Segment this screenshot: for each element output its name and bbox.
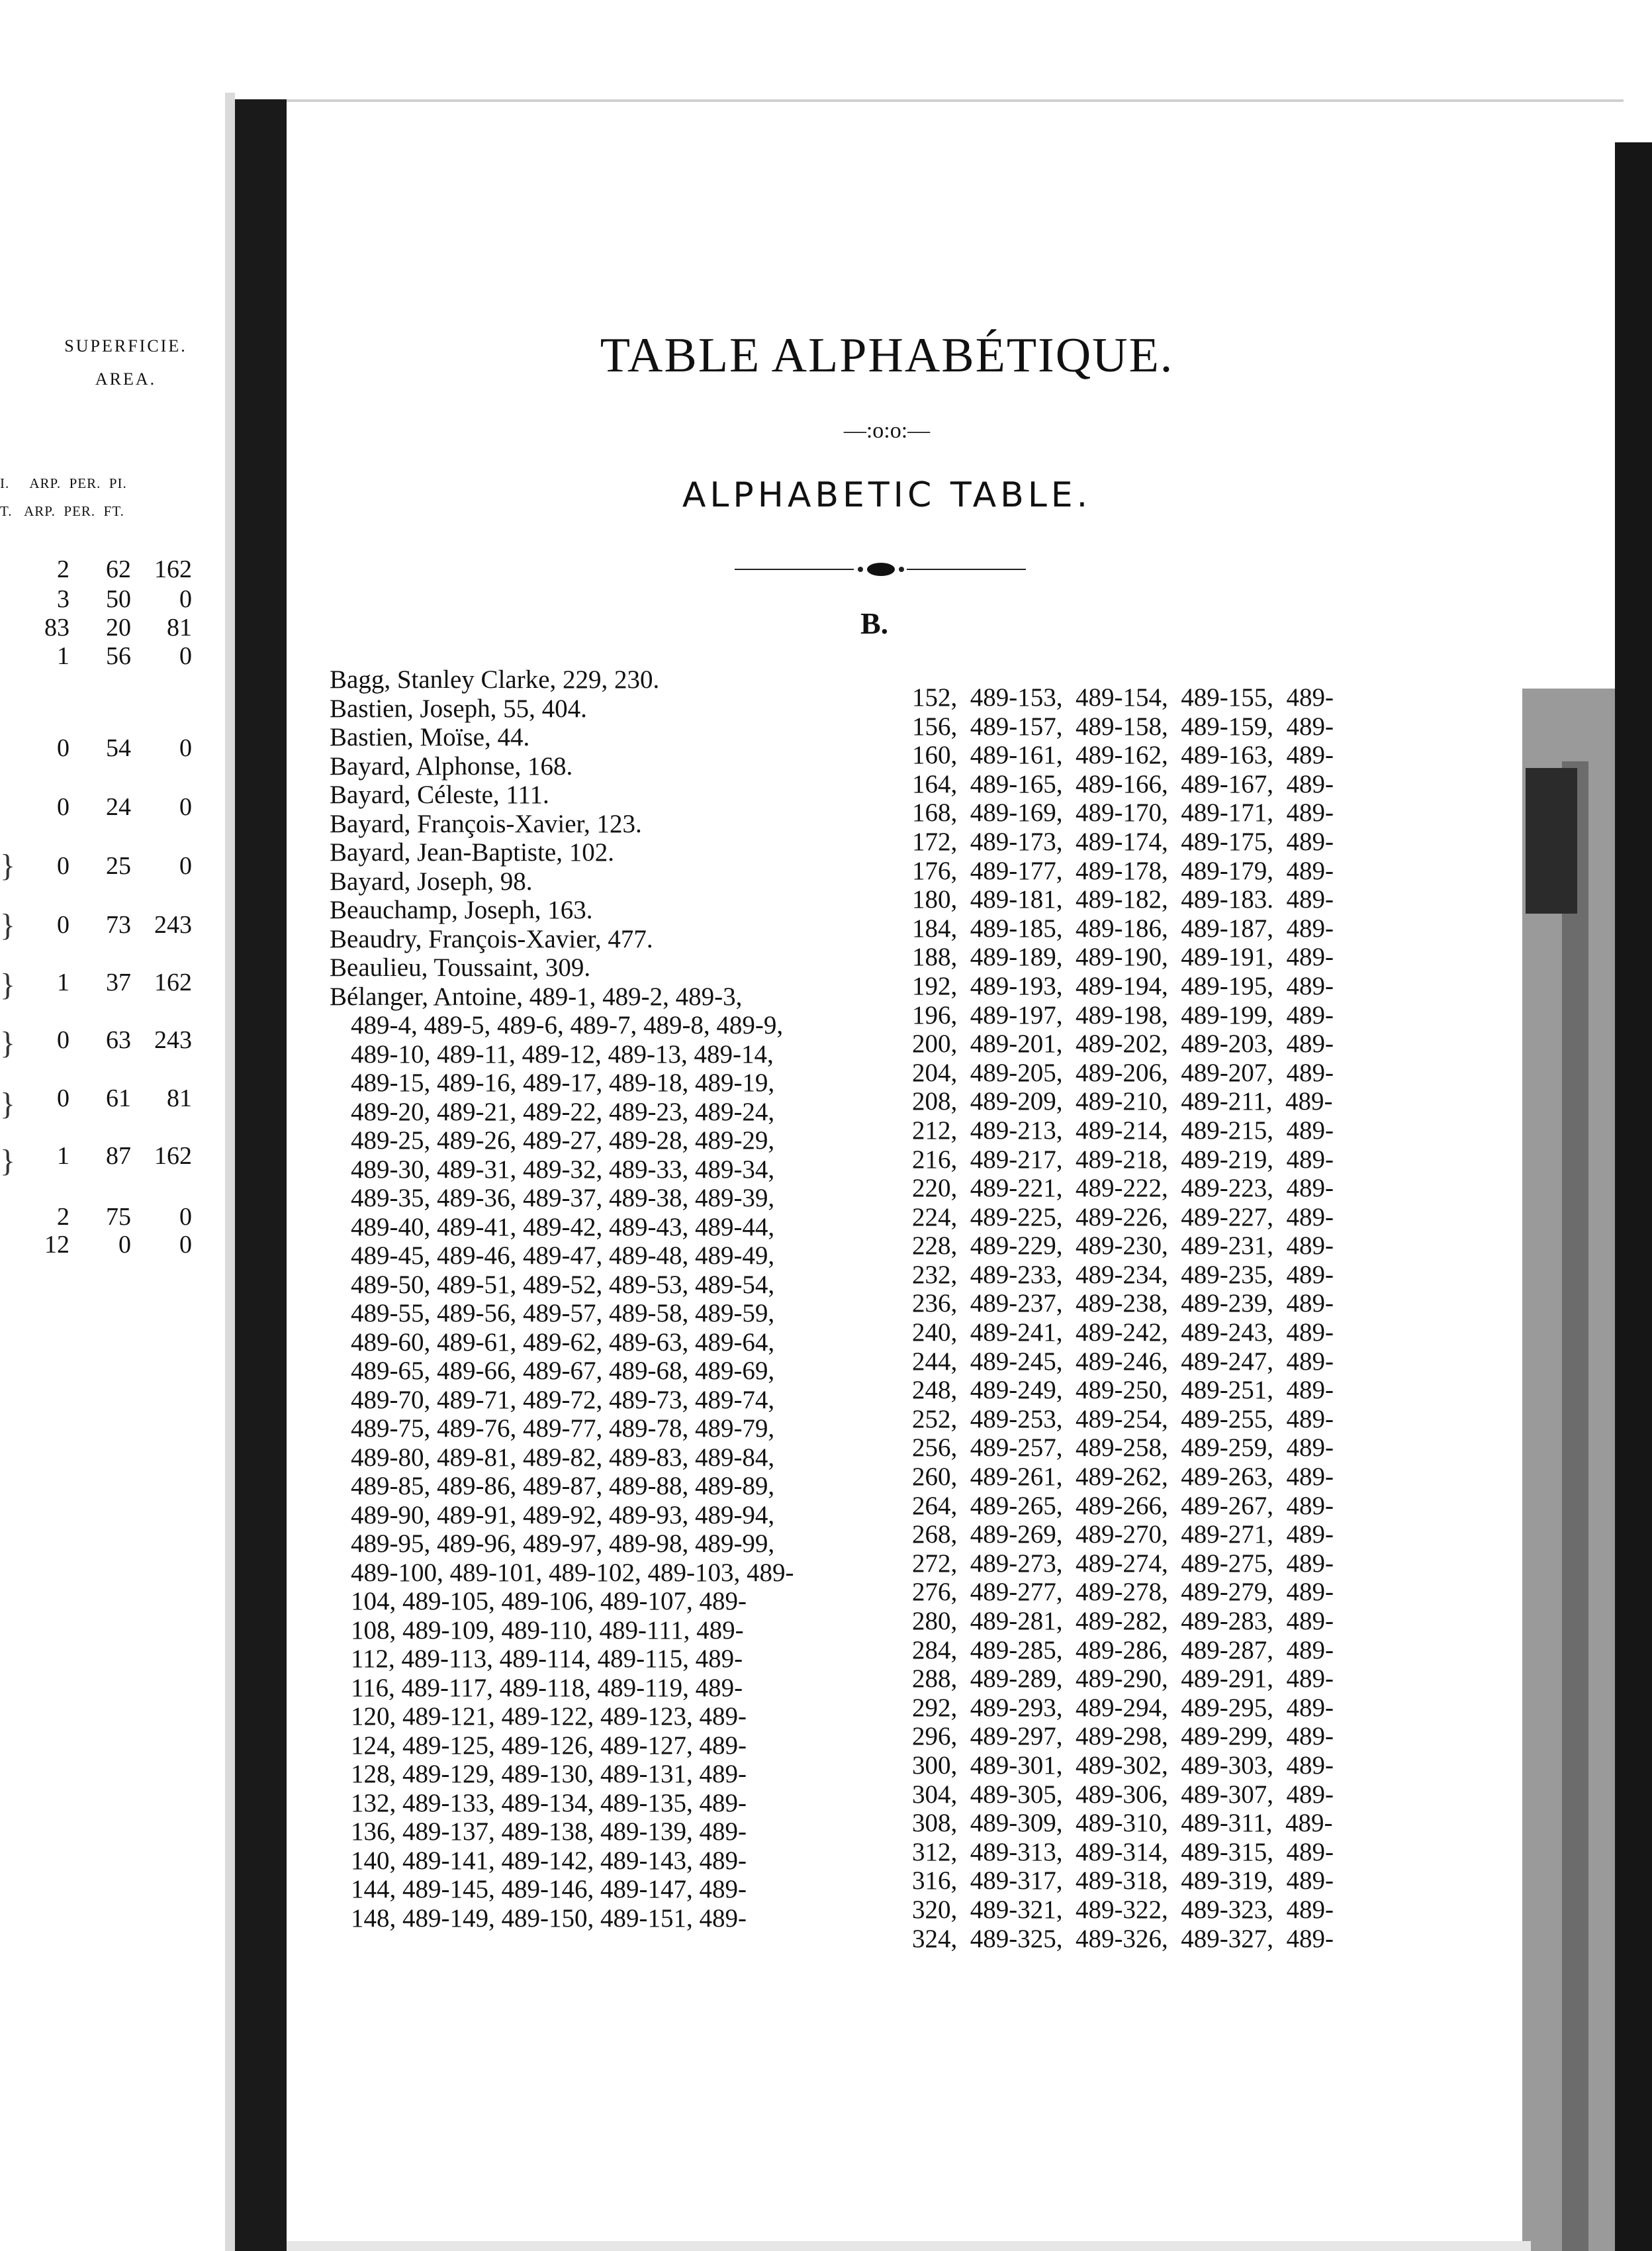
area-arp-cell: 3	[57, 585, 69, 613]
area-per-cell: 63	[106, 1026, 131, 1054]
area-per-cell: 61	[106, 1084, 131, 1112]
ornamental-rule	[735, 563, 1026, 576]
area-pi-cell: 162	[154, 969, 192, 996]
index-entry-line: 489-10, 489-11, 489-12, 489-13, 489-14,	[351, 1039, 774, 1069]
left-page-column-header-en: T. ARP. PER. FT.	[0, 503, 124, 519]
index-entry-line: 116, 489-117, 489-118, 489-119, 489-	[351, 1673, 743, 1702]
brace-mark: }	[0, 1026, 16, 1061]
index-entry-line: 148, 489-149, 489-150, 489-151, 489-	[351, 1903, 747, 1933]
area-per-cell: 54	[106, 734, 131, 762]
index-entry-line: 136, 489-137, 489-138, 489-139, 489-	[351, 1817, 747, 1846]
area-row	[13, 613, 192, 642]
area-per-cell: 0	[118, 1231, 131, 1259]
index-entry-line: 236, 489-237, 489-238, 489-239, 489-	[912, 1289, 1334, 1318]
area-row	[13, 1230, 192, 1259]
area-per-cell: 87	[106, 1142, 131, 1170]
area-per-cell: 56	[106, 642, 131, 670]
index-entry-line: 112, 489-113, 489-114, 489-115, 489-	[351, 1645, 743, 1673]
area-per-cell: 25	[106, 852, 131, 880]
brace-mark: }	[0, 848, 16, 883]
index-entry-line: 204, 489-205, 489-206, 489-207, 489-	[912, 1058, 1334, 1087]
index-entry-line: 256, 489-257, 489-258, 489-259, 489-	[912, 1433, 1334, 1462]
index-entry-line: 489-45, 489-46, 489-47, 489-48, 489-49,	[351, 1241, 775, 1270]
area-arp-cell: 83	[44, 614, 69, 642]
area-row	[13, 792, 192, 822]
index-entry-line: 272, 489-273, 489-274, 489-275, 489-	[912, 1549, 1334, 1578]
area-per-cell: 62	[106, 555, 131, 583]
area-arp-cell: 1	[57, 969, 69, 996]
area-pi-cell: 0	[179, 793, 192, 821]
index-entry-line: 489-40, 489-41, 489-42, 489-43, 489-44,	[351, 1212, 775, 1241]
area-arp-cell: 12	[44, 1231, 69, 1259]
index-entry-line: 180, 489-181, 489-182, 489-183. 489-	[912, 885, 1334, 914]
index-entry-line: 489-60, 489-61, 489-62, 489-63, 489-64,	[351, 1327, 775, 1357]
brace-mark: }	[0, 1086, 16, 1122]
area-arp-cell: 0	[57, 852, 69, 880]
index-entry-line: 188, 489-189, 489-190, 489-191, 489-	[912, 943, 1334, 972]
index-entry-line: Bayard, François-Xavier, 123.	[330, 809, 642, 838]
area-per-cell: 20	[106, 614, 131, 642]
index-entry-line: 104, 489-105, 489-106, 489-107, 489-	[351, 1587, 747, 1615]
area-arp-cell: 1	[57, 642, 69, 670]
index-entry-line: 280, 489-281, 489-282, 489-283, 489-	[912, 1607, 1334, 1635]
index-entry-line: 156, 489-157, 489-158, 489-159, 489-	[912, 712, 1334, 741]
index-entry-line: 152, 489-153, 489-154, 489-155, 489-	[912, 683, 1334, 712]
left-page-heading-fr: SUPERFICIE.	[64, 336, 187, 356]
brace-mark: }	[0, 1143, 16, 1178]
index-entry-line: 124, 489-125, 489-126, 489-127, 489-	[351, 1731, 747, 1760]
index-entry-line: 276, 489-277, 489-278, 489-279, 489-	[912, 1578, 1334, 1607]
area-arp-cell: 2	[57, 1203, 69, 1231]
index-entry-line: 489-30, 489-31, 489-32, 489-33, 489-34,	[351, 1155, 775, 1184]
index-entry-line: 288, 489-289, 489-290, 489-291, 489-	[912, 1664, 1334, 1694]
index-entry-line: 308, 489-309, 489-310, 489-311, 489-	[912, 1809, 1333, 1838]
index-entry-line: Bastien, Joseph, 55, 404.	[330, 694, 587, 723]
index-entry-line: 200, 489-201, 489-202, 489-203, 489-	[912, 1030, 1334, 1059]
index-entry-line: 172, 489-173, 489-174, 489-175, 489-	[912, 827, 1334, 856]
area-per-cell: 75	[106, 1203, 131, 1231]
area-pi-cell: 0	[179, 852, 192, 880]
index-entry-line: 268, 489-269, 489-270, 489-271, 489-	[912, 1520, 1334, 1549]
index-entry-line: 128, 489-129, 489-130, 489-131, 489-	[351, 1760, 747, 1788]
area-per-cell: 50	[106, 585, 131, 613]
index-entry-line: 240, 489-241, 489-242, 489-243, 489-	[912, 1318, 1334, 1347]
index-entry-line: 232, 489-233, 489-234, 489-235, 489-	[912, 1260, 1334, 1289]
brace-mark: }	[0, 908, 16, 943]
index-entry-line: 108, 489-109, 489-110, 489-111, 489-	[351, 1615, 744, 1645]
index-entry-line: Bayard, Céleste, 111.	[330, 781, 549, 809]
area-per-cell: 73	[106, 911, 131, 939]
index-entry-line: Bélanger, Antoine, 489-1, 489-2, 489-3,	[330, 982, 743, 1011]
area-per-cell: 24	[106, 793, 131, 821]
index-entry-line: 489-15, 489-16, 489-17, 489-18, 489-19,	[351, 1069, 775, 1097]
title-divider: —:o:o:—	[843, 418, 931, 443]
area-row	[13, 734, 192, 763]
area-pi-cell: 0	[179, 585, 192, 613]
left-page-edge	[225, 93, 235, 2251]
area-pi-cell: 243	[154, 911, 192, 939]
index-entry-line: 220, 489-221, 489-222, 489-223, 489-	[912, 1174, 1334, 1203]
index-entry-line: 489-25, 489-26, 489-27, 489-28, 489-29,	[351, 1126, 775, 1155]
area-pi-cell: 243	[154, 1026, 192, 1054]
index-entry-line: 120, 489-121, 489-122, 489-123, 489-	[351, 1702, 747, 1731]
index-entry-line: 489-20, 489-21, 489-22, 489-23, 489-24,	[351, 1097, 775, 1126]
brace-mark: }	[0, 967, 16, 1002]
section-letter: B.	[860, 606, 889, 640]
index-entry-line: 248, 489-249, 489-250, 489-251, 489-	[912, 1376, 1334, 1405]
index-entry-line: 489-70, 489-71, 489-72, 489-73, 489-74,	[351, 1385, 775, 1414]
area-pi-cell: 162	[154, 1142, 192, 1170]
index-entry-line: 489-55, 489-56, 489-57, 489-58, 489-59,	[351, 1299, 775, 1327]
index-entry-line: 192, 489-193, 489-194, 489-195, 489-	[912, 971, 1334, 1000]
page-bottom-edge	[287, 2241, 1531, 2251]
index-entry-line: 324, 489-325, 489-326, 489-327, 489-	[912, 1924, 1334, 1953]
left-page-fragment	[0, 93, 235, 2251]
area-arp-cell: 0	[57, 1026, 69, 1054]
index-entry-line: Beauchamp, Joseph, 163.	[330, 896, 593, 924]
area-arp-cell: 0	[57, 734, 69, 762]
index-entry-line: 300, 489-301, 489-302, 489-303, 489-	[912, 1750, 1334, 1780]
area-arp-cell: 1	[57, 1142, 69, 1170]
index-entry-line: Bayard, Joseph, 98.	[330, 867, 533, 896]
area-per-cell: 37	[106, 969, 131, 996]
index-entry-line: 252, 489-253, 489-254, 489-255, 489-	[912, 1404, 1334, 1433]
spine-label	[1526, 768, 1577, 914]
index-entry-line: 212, 489-213, 489-214, 489-215, 489-	[912, 1116, 1334, 1145]
index-entry-line: 489-95, 489-96, 489-97, 489-98, 489-99,	[351, 1529, 775, 1558]
page-stack-shadow	[1562, 761, 1588, 2251]
index-entry-line: 160, 489-161, 489-162, 489-163, 489-	[912, 741, 1334, 770]
area-row	[13, 851, 192, 881]
index-entry-line: Beaulieu, Toussaint, 309.	[330, 953, 591, 982]
index-entry-line: 489-80, 489-81, 489-82, 489-83, 489-84,	[351, 1443, 775, 1472]
left-page-heading-en: AREA.	[95, 369, 157, 389]
index-entry-line: Bayard, Alphonse, 168.	[330, 751, 573, 781]
left-page-column-header-fr: I. ARP. PER. PI.	[0, 475, 127, 491]
index-entry-line: Beaudry, François-Xavier, 477.	[330, 924, 653, 953]
index-entry-line: 489-35, 489-36, 489-37, 489-38, 489-39,	[351, 1184, 775, 1212]
index-entry-line: 184, 489-185, 489-186, 489-187, 489-	[912, 914, 1334, 943]
area-arp-cell: 0	[57, 1084, 69, 1112]
index-entry-line: 489-85, 489-86, 489-87, 489-88, 489-89,	[351, 1472, 775, 1500]
index-entry-line: 176, 489-177, 489-178, 489-179, 489-	[912, 856, 1334, 885]
index-entry-line: 489-90, 489-91, 489-92, 489-93, 489-94,	[351, 1500, 775, 1529]
index-entry-line: 228, 489-229, 489-230, 489-231, 489-	[912, 1231, 1334, 1261]
area-pi-cell: 0	[179, 734, 192, 762]
index-entry-line: 196, 489-197, 489-198, 489-199, 489-	[912, 1000, 1334, 1030]
area-row	[13, 1141, 192, 1171]
index-entry-line: 208, 489-209, 489-210, 489-211, 489-	[912, 1087, 1333, 1116]
index-entry-line: 260, 489-261, 489-262, 489-263, 489-	[912, 1462, 1334, 1492]
index-entry-line: 489-100, 489-101, 489-102, 489-103, 489-	[351, 1558, 794, 1587]
index-entry-line: Bayard, Jean-Baptiste, 102.	[330, 838, 614, 867]
area-pi-cell: 0	[179, 1203, 192, 1231]
book-gutter	[235, 99, 287, 2251]
area-pi-cell: 0	[179, 1231, 192, 1259]
area-row	[13, 642, 192, 671]
index-entry-line: 296, 489-297, 489-298, 489-299, 489-	[912, 1722, 1334, 1751]
area-pi-cell: 0	[179, 642, 192, 670]
index-entry-line: 489-75, 489-76, 489-77, 489-78, 489-79,	[351, 1414, 775, 1443]
index-entry-line: 312, 489-313, 489-314, 489-315, 489-	[912, 1837, 1334, 1866]
area-row	[13, 968, 192, 997]
area-row	[13, 1084, 192, 1113]
area-arp-cell: 2	[57, 555, 69, 583]
index-column-right	[912, 683, 1442, 1953]
area-pi-cell: 162	[154, 555, 192, 583]
area-arp-cell: 0	[57, 793, 69, 821]
area-pi-cell: 81	[167, 1084, 192, 1112]
index-entry-line: 292, 489-293, 489-294, 489-295, 489-	[912, 1693, 1334, 1722]
area-row	[13, 585, 192, 614]
index-entry-line: 244, 489-245, 489-246, 489-247, 489-	[912, 1347, 1334, 1376]
page-title: TABLE ALPHABÉTIQUE.	[600, 328, 1174, 383]
area-row	[13, 1026, 192, 1055]
index-entry-line: 144, 489-145, 489-146, 489-147, 489-	[351, 1875, 747, 1903]
index-entry-line: 168, 489-169, 489-170, 489-171, 489-	[912, 798, 1334, 828]
area-pi-cell: 81	[167, 614, 192, 642]
area-row	[13, 1202, 192, 1231]
page-top-edge	[287, 99, 1624, 102]
index-entry-line: 216, 489-217, 489-218, 489-219, 489-	[912, 1145, 1334, 1174]
index-entry-line: 164, 489-165, 489-166, 489-167, 489-	[912, 769, 1334, 798]
index-entry-line: 224, 489-225, 489-226, 489-227, 489-	[912, 1202, 1334, 1231]
index-column-left	[330, 665, 859, 1933]
index-entry-line: 140, 489-141, 489-142, 489-143, 489-	[351, 1846, 747, 1875]
index-entry-line: 316, 489-317, 489-318, 489-319, 489-	[912, 1866, 1334, 1895]
index-entry-line: 489-4, 489-5, 489-6, 489-7, 489-8, 489-9,	[351, 1011, 784, 1039]
index-entry-line: 132, 489-133, 489-134, 489-135, 489-	[351, 1788, 747, 1817]
area-row	[13, 555, 192, 584]
index-entry-line: 320, 489-321, 489-322, 489-323, 489-	[912, 1895, 1334, 1924]
index-entry-line: 304, 489-305, 489-306, 489-307, 489-	[912, 1780, 1334, 1809]
index-entry-line: Bagg, Stanley Clarke, 229, 230.	[330, 665, 660, 694]
index-entry-line: 264, 489-265, 489-266, 489-267, 489-	[912, 1491, 1334, 1520]
index-entry-line: 489-50, 489-51, 489-52, 489-53, 489-54,	[351, 1270, 775, 1299]
page-subtitle: ALPHABETIC TABLE.	[682, 475, 1092, 515]
book-cover-edge	[1615, 142, 1652, 2251]
area-row	[13, 910, 192, 939]
area-arp-cell: 0	[57, 911, 69, 939]
index-entry-line: 284, 489-285, 489-286, 489-287, 489-	[912, 1635, 1334, 1664]
index-entry-line: Bastien, Moïse, 44.	[330, 723, 530, 751]
index-entry-line: 489-65, 489-66, 489-67, 489-68, 489-69,	[351, 1357, 775, 1385]
